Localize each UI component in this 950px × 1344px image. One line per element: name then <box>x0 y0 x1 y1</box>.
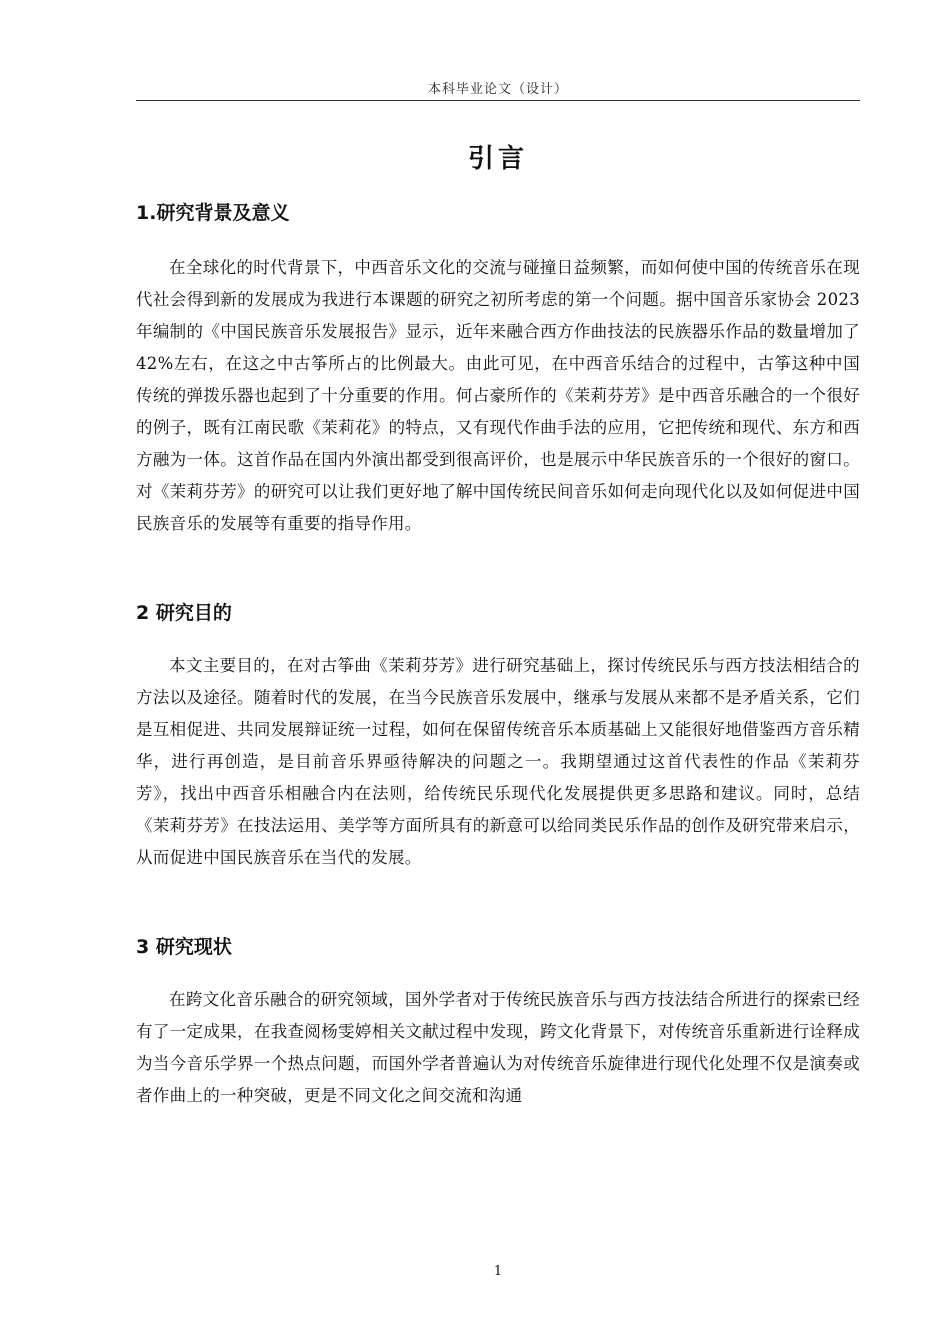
section-heading-status: 3 研究现状 <box>136 936 232 958</box>
running-header: 本科毕业论文（设计） <box>427 82 568 97</box>
section-heading-purpose: 2 研究目的 <box>136 602 232 624</box>
section-paragraph-status: 在跨文化音乐融合的研究领域，国外学者对于传统民族音乐与西方技法结合所进行的探索已经有了一定成果，在我查阅杨雯婷相关文献过程中发现，跨文化背景下，对传统音乐重新进行诠释成为当今音乐学界一个热点问题，而国外学者普遍认为对传统音乐旋律进行现代化处理不仅是演奏或者作曲上的一种突破，更是不同文化之间交流和沟通 <box>136 990 860 1105</box>
header-divider <box>136 100 860 101</box>
section-paragraph-purpose: 本文主要目的，在对古筝曲《茉莉芬芳》进行研究基础上，探讨传统民乐与西方技法相结合的方法以及途径。随着时代的发展，在当今民族音乐发展中，继承与发展从来都不是矛盾关系，它们是互相促进、共同发展辩证统一过程，如何在保留传统音乐本质基础上又能很好地借鉴西方音乐精华，进行再创造，是目前音乐界亟待解决的问题之一。我期望通过这首代表性的作品《茉莉芬芳》，找出中西音乐相融合内在法则，给传统民乐现代化发展提供更多思路和建议。同时，总结《茉莉芬芳》在技法运用、美学等方面所具有的新意可以给同类民乐作品的创作及研究带来启示，从而促进中国民族音乐在当代的发展。 <box>136 656 860 867</box>
page-number: 1 <box>493 1264 503 1279</box>
page-title: 引言 <box>467 144 528 174</box>
section-paragraph-background: 在全球化的时代背景下，中西音乐文化的交流与碰撞日益频繁，而如何使中国的传统音乐在现代社会得到新的发展成为我进行本课题的研究之初所考虑的第一个问题。据中国音乐家协会 2023 年编制的《中国民族音乐发展报告》显示，近年来融合西方作曲技法的民族器乐作品的数量增加了 42%左右，在这之中古筝所占的比例最大。由此可见，在中西音乐结合的过程中，古筝这种中国传统的弹拨乐器也起到了十分重要的作用。何占豪所作的《茉莉芬芳》是中西音乐融合的一个很好的例子，既有江南民歌《茉莉花》的特点，又有现代作曲手法的应用，它把传统和现代、东方和西方融为一体。这首作品在国内外演出都受到很高评价，也是展示中华民族音乐的一个很好的窗口。对《茉莉芬芳》的研究可以让我们更好地了解中国传统民间音乐如何走向现代化以及如何促进中国民族音乐的发展等有重要的指导作用。 <box>136 258 860 533</box>
section-heading-background: 1.研究背景及意义 <box>136 202 290 224</box>
